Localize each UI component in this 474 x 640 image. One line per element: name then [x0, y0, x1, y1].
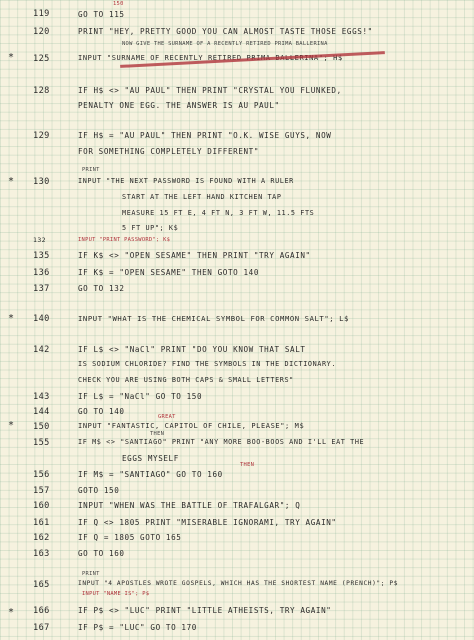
code-line: IF H$ = "AU PAUL" THEN PRINT "O.K. WISE GUYS, NOW [78, 131, 332, 140]
code-continuation: 5 FT UP"; K$ [122, 224, 179, 232]
code-line: IF P$ <> "LUC" PRINT "LITTLE ATHEISTS, TRY AGAIN" [78, 606, 332, 615]
code-continuation: CHECK YOU ARE USING BOTH CAPS & SMALL LETTERS" [78, 376, 294, 384]
line-number: 136 [33, 268, 50, 278]
code-line: GO TO 140 [78, 407, 125, 416]
line-number: 143 [33, 392, 50, 402]
code-line: IF M$ = "SANTIAGO" GO TO 160 [78, 470, 223, 479]
handwritten-annotation: THEN [240, 462, 255, 468]
code-continuation: IS SODIUM CHLORIDE? FIND THE SYMBOLS IN THE DICTIONARY. [78, 360, 337, 368]
code-continuation: START AT THE LEFT HAND KITCHEN TAP [122, 193, 282, 201]
code-line: IF Q <> 1805 PRINT "MISERABLE IGNORAMI, TRY AGAIN" [78, 518, 337, 527]
code-continuation: FOR SOMETHING COMPLETELY DIFFERENT" [78, 147, 260, 156]
code-line: GO TO 115 [78, 10, 125, 19]
code-line: INPUT "WHEN WAS THE BATTLE OF TRAFALGAR"; Q [78, 501, 301, 510]
code-line: IF M$ <> "SANTIAGO" PRINT "ANY MORE BOO-BOOS AND I'LL EAT THE [78, 438, 365, 446]
line-number: 165 [33, 580, 50, 590]
code-line: INPUT "4 APOSTLES WROTE GOSPELS, WHICH HAS THE SHORTEST NAME (PRENCH)"; P$ [78, 580, 399, 587]
code-line: IF H$ <> "AU PAUL" THEN PRINT "CRYSTAL YOU FLUNKED, [78, 86, 342, 95]
line-number: 156 [33, 470, 50, 480]
line-number: 161 [33, 518, 50, 528]
handwritten-annotation: PRINT [82, 571, 100, 577]
code-continuation: EGGS MYSELF [122, 454, 179, 463]
line-number: 129 [33, 131, 50, 141]
code-line: IF Q = 1805 GOTO 165 [78, 533, 182, 542]
line-number: 125 [33, 54, 50, 64]
line-number: 132 [33, 236, 46, 244]
line-number: 142 [33, 345, 50, 355]
handwritten-annotation: THEN [150, 431, 165, 437]
line-number: 162 [33, 533, 50, 543]
line-number: 157 [33, 486, 50, 496]
line-number: 130 [33, 177, 50, 187]
margin-star: * [8, 420, 15, 431]
handwritten-annotation: PRINT [82, 167, 100, 173]
handwritten-annotation: INPUT "NAME IS"; P$ [82, 591, 150, 597]
code-line: IF L$ <> "NaCl" PRINT "DO YOU KNOW THAT SALT [78, 345, 306, 354]
line-number: 155 [33, 438, 50, 448]
code-line: INPUT "THE NEXT PASSWORD IS FOUND WITH A RULER [78, 177, 294, 185]
line-number: 135 [33, 251, 50, 261]
line-number: 140 [33, 314, 50, 324]
code-line: GO TO 132 [78, 284, 125, 293]
margin-star: * [8, 52, 15, 63]
line-number: 150 [33, 422, 50, 432]
line-number: 167 [33, 623, 50, 633]
code-line: INPUT "PRINT PASSWORD"; K$ [78, 237, 171, 243]
line-number: 166 [33, 606, 50, 616]
handwritten-annotation: 150 [113, 1, 124, 7]
margin-star: * [8, 313, 15, 324]
code-line: INPUT "SURNAME OF RECENTLY RETIRED PRIMA BALLERINA"; H$ [78, 54, 343, 62]
code-continuation: PENALTY ONE EGG. THE ANSWER IS AU PAUL" [78, 101, 280, 110]
code-line: INPUT "FANTASTIC, CAPITOL OF CHILE, PLEASE"; M$ [78, 422, 305, 430]
code-line: PRINT "HEY, PRETTY GOOD YOU CAN ALMOST TASTE THOSE EGGS!" [78, 27, 373, 36]
code-line: GOTO 150 [78, 486, 120, 495]
line-number: 137 [33, 284, 50, 294]
line-number: 163 [33, 549, 50, 559]
code-line: IF L$ = "NaCl" GO TO 150 [78, 392, 203, 401]
code-line: IF K$ <> "OPEN SESAME" THEN PRINT "TRY AGAIN" [78, 251, 311, 260]
margin-star: * [8, 176, 15, 187]
line-number: 160 [33, 501, 50, 511]
margin-star: * [8, 607, 15, 618]
handwritten-annotation: GREAT [158, 414, 176, 420]
code-line: INPUT "WHAT IS THE CHEMICAL SYMBOL FOR COMMON SALT"; L$ [78, 314, 349, 323]
line-number: 119 [33, 9, 50, 19]
line-number: 144 [33, 407, 50, 417]
code-continuation: NOW GIVE THE SURNAME OF A RECENTLY RETIRED PRIMA BALLERINA [122, 41, 328, 47]
code-line: IF P$ = "LUC" GO TO 170 [78, 623, 197, 632]
code-line: GO TO 160 [78, 549, 125, 558]
line-number: 128 [33, 86, 50, 96]
code-continuation: MEASURE 15 FT E, 4 FT N, 3 FT W, 11.5 FTS [122, 209, 315, 217]
line-number: 120 [33, 27, 50, 37]
code-line: IF K$ = "OPEN SESAME" THEN GOTO 140 [78, 268, 260, 277]
